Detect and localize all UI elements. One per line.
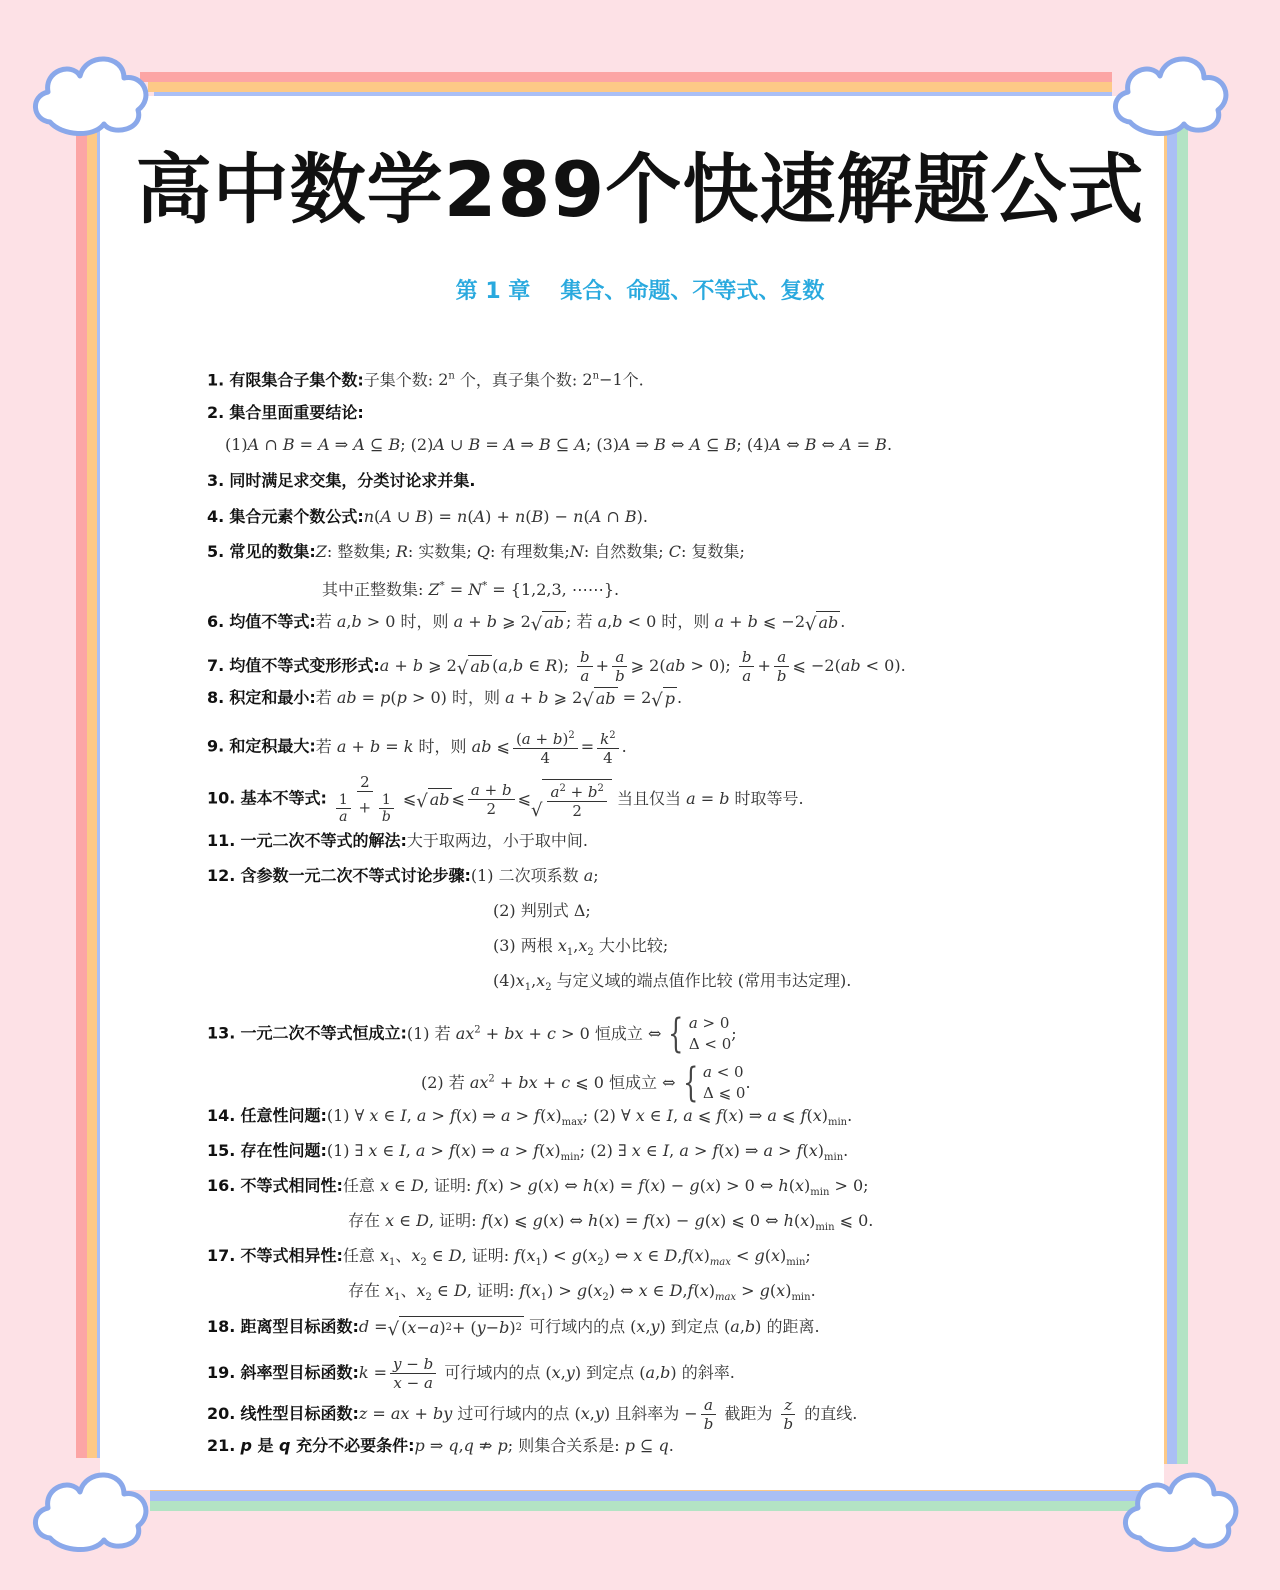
item-number: 14. (207, 1106, 236, 1125)
item-label: 均值不等式变形形式: (229, 656, 380, 675)
item-formula: z = ax + by 过可行域内的点 (x,y) 且斜率为 − $\frac{a}{b}$ 截距为 $\frac{z}{b}$ 的直线. (358, 1396, 858, 1433)
cloud-decoration-top-left (28, 40, 158, 140)
frame-stripe-red-top (140, 72, 1112, 82)
formula-item-12 (207, 865, 599, 887)
formula-continuation-line (348, 1210, 873, 1239)
fraction: $\frac{a}{b}$ (612, 648, 628, 685)
formula-continuation-line (493, 970, 851, 999)
item-label: 常见的数集: (229, 542, 316, 561)
formula-item-4 (207, 506, 648, 528)
item-label: p 是 q 充分不必要条件: (240, 1436, 415, 1455)
item-label: 存在性问题: (240, 1141, 327, 1160)
item-formula: (1) ∀ x ∈ I, a > f(x) ⇒ $a > f(x)_{max}$; (2) ∀ x ∈ I, a ⩽ f(x) ⇒ a ⩽ $f(x)_{min}$. (326, 1106, 853, 1129)
page-title: 高中数学289个快速解题公式 (135, 145, 1145, 234)
frame-stripe-red-left (76, 128, 87, 1458)
frame-stripe-orange-left (87, 128, 97, 1458)
formula-item-7 (207, 648, 906, 685)
chapter-number: 第 1 章 (455, 279, 531, 304)
item-formula: 大于取两边，小于取中间. (406, 831, 588, 850)
formula-item-10 (207, 773, 804, 825)
item-label: 同时满足求交集，分类讨论求并集. (229, 471, 476, 490)
item-label: 任意性问题: (240, 1106, 327, 1125)
fraction: $\frac{k^2}{4}$ (597, 727, 618, 767)
item-formula: $(4)x_1,x_2$ 与定义域的端点值作比较 (常用韦达定理). (493, 971, 852, 994)
item-number: 18. (207, 1317, 236, 1336)
brace-cases: { a > 0 Δ < 0 (668, 1011, 732, 1057)
item-number: 9. (207, 736, 225, 756)
chapter-heading (0, 276, 1280, 308)
item-formula: 其中正整数集: Z* = N* = {1,2,3, ⋯⋯}. (322, 580, 620, 600)
square-root: √ ab (416, 789, 450, 812)
item-label: 有限集合子集个数: (229, 370, 364, 390)
fraction: $\frac{a + b}{2}$ (468, 781, 515, 818)
formula-item-16 (207, 1175, 869, 1204)
item-formula: 2 $\frac{1}{a}$ + $\frac{1}{b}$ ⩽ √ ab ⩽ $\frac{a + b}{2}$ ⩽ √ $\frac{a^2 + b^2}{2}$ 当且仅当 a = b 时取等号. (327, 789, 804, 808)
formula-item-9 (207, 727, 627, 767)
formula-item-5 (207, 541, 745, 563)
item-number: 20. (207, 1404, 236, 1423)
item-number: 13. (207, 1023, 236, 1043)
item-label: 含参数一元二次不等式讨论步骤: (240, 866, 471, 885)
formula-item-1 (207, 366, 644, 391)
square-root: √ $\frac{a^2 + b^2}{2}$ (531, 779, 612, 820)
item-label: 积定和最小: (229, 688, 316, 707)
item-number: 12. (207, 866, 236, 885)
item-label: 均值不等式: (229, 612, 316, 631)
fraction: $\frac{a}{b}$ (701, 1396, 717, 1433)
item-label: 不等式相同性: (240, 1176, 343, 1195)
item-label: 一元二次不等式恒成立: (240, 1023, 407, 1043)
fraction: $\frac{(a + b)^2}{4}$ (513, 727, 578, 767)
item-formula: (2) 若 $ax^2$ + bx + c ⩽ 0 恒成立 ⇔ { a < 0 Δ ⩽ 0 . (421, 1060, 751, 1106)
item-formula: Z: 整数集; R: 实数集; Q: 有理数集;N: 自然数集; C: 复数集; (315, 542, 745, 561)
fraction: $\frac{b}{a}$ (577, 648, 593, 685)
formula-continuation-line (493, 900, 591, 922)
formula-item-6 (207, 611, 845, 634)
item-formula: a + b ⩾ 2 √ ab (a,b ∈ R); $\frac{b}{a}$ + $\frac{a}{b}$ ⩾ 2(ab > 0); $\frac{b}{a}$ + $\frac{a}{b}$ ⩽ −2(ab < 0). (379, 648, 906, 685)
fraction: $\frac{z}{b}$ (781, 1396, 797, 1433)
square-root: √ p (651, 689, 676, 711)
formula-item-14 (207, 1105, 852, 1134)
formula-continuation-line (421, 1062, 751, 1104)
formula-continuation-line (322, 576, 619, 601)
item-formula: 任意 x ∈ D, 证明: f(x) > g(x) ⇔ h(x) = f(x) − g(x) > 0 ⇔ $h(x)_{min} > 0$; (342, 1176, 869, 1199)
item-label: 和定积最大: (229, 736, 316, 756)
item-label: 基本不等式: (240, 788, 327, 808)
square-root: √ ab (456, 657, 491, 679)
frame-stripe-orange-top (148, 82, 1112, 92)
formula-item-2 (207, 402, 364, 424)
formula-item-13 (207, 1013, 737, 1055)
formula-item-18 (207, 1316, 820, 1339)
item-number: 6. (207, 612, 225, 631)
item-formula: (1) 若 $ax^2$ + bx + c > 0 恒成立 ⇔ { a > 0 Δ < 0 ; (406, 1011, 737, 1057)
frame-stripe-blue-right (1167, 124, 1177, 1464)
frame-stripe-green-bottom (150, 1501, 1150, 1511)
item-number: 21. (207, 1436, 236, 1455)
item-number: 17. (207, 1246, 236, 1265)
formula-item-17 (207, 1245, 811, 1274)
item-label: 斜率型目标函数: (240, 1363, 359, 1382)
item-label: 集合元素个数公式: (229, 507, 364, 526)
item-formula: n(A ∪ B) = n(A) + n(B) − n(A ∩ B). (363, 507, 648, 526)
item-number: 15. (207, 1141, 236, 1160)
item-number: 1. (207, 370, 225, 390)
fraction: $\frac{b}{a}$ (739, 648, 755, 685)
item-label: 集合里面重要结论: (229, 403, 364, 422)
item-formula: (1) 二次项系数 a; (470, 866, 599, 885)
formula-item-3 (207, 470, 475, 492)
item-number: 5. (207, 542, 225, 561)
square-root: √ ab (530, 613, 565, 635)
item-label: 不等式相异性: (240, 1246, 343, 1265)
item-formula: d = √ ( x − a ) 2 + ( y − b ) 2 可行域内的点 (x,y) 到定点 (a,b) 的距离. (358, 1317, 820, 1340)
item-number: 16. (207, 1176, 236, 1195)
formula-item-11 (207, 830, 588, 852)
item-formula: (1) ∃ x ∈ I, a > f(x) ⇒ $a > f(x)_{min}$; (2) ∃ x ∈ I, a > f(x) ⇒ $a > f(x)_{min}$. (326, 1141, 849, 1164)
item-label: 距离型目标函数: (240, 1317, 359, 1336)
formula-item-21 (207, 1435, 674, 1457)
item-number: 2. (207, 403, 225, 422)
cloud-decoration-top-right (1108, 40, 1238, 140)
formula-item-15 (207, 1140, 848, 1169)
item-number: 7. (207, 656, 225, 675)
cloud-decoration-bottom-left (28, 1456, 158, 1556)
fraction: 2 $\frac{1}{a}$ + $\frac{1}{b}$ (330, 773, 400, 825)
item-formula: (1)A ∩ B = A ⇒ A ⊆ B; (2)A ∪ B = A ⇒ B ⊆ A; (3)A ⇒ B ⇔ A ⊆ B; (4)A ⇔ B ⇔ A = B. (225, 435, 893, 454)
item-number: 3. (207, 471, 225, 490)
frame-stripe-green-right (1177, 124, 1188, 1464)
item-number: 19. (207, 1363, 236, 1382)
formula-continuation-line (348, 1280, 816, 1309)
formula-item-20 (207, 1396, 857, 1433)
item-formula: 任意 $x_1$、$x_2$ ∈ D, 证明: $f(x_1) < g(x_2)$ ⇔ x ∈ $D,f(x)_{max} < g(x)_{min}$; (342, 1246, 811, 1269)
item-number: 8. (207, 688, 225, 707)
item-formula: (3) 两根 $x_1,x_2$ 大小比较; (493, 936, 669, 959)
item-formula: 若 a + b = k 时，则 ab ⩽ $\frac{(a + b)^2}{4}$ = $\frac{k^2}{4}$ . (316, 737, 627, 756)
brace-cases: { a < 0 Δ ⩽ 0 (682, 1060, 746, 1106)
fraction: $\frac{y - b}{x - a}$ (390, 1355, 436, 1392)
square-root: √ ab (805, 613, 839, 635)
item-label: 一元二次不等式的解法: (240, 831, 407, 850)
item-label: 线性型目标函数: (240, 1404, 359, 1423)
item-formula: (2) 判别式 Δ; (493, 901, 591, 920)
item-formula: 子集个数: 2$^n$ 个，真子集个数: $2^n-1$个. (363, 370, 644, 390)
item-number: 4. (207, 507, 225, 526)
square-root: √ ab (582, 689, 616, 711)
formula-continuation-line (225, 434, 892, 456)
formula-continuation-line (493, 935, 668, 964)
formula-item-19 (207, 1355, 735, 1392)
item-formula: k = $\frac{y - b}{x - a}$ 可行域内的点 (x,y) 到定点 (a,b) 的斜率. (358, 1355, 735, 1392)
item-formula: p ⇒ q,q ⇏ p; 则集合关系是: p ⊆ q. (414, 1436, 674, 1455)
item-formula: 若 a,b > 0 时，则 a + b ⩾ 2 √ ab ; 若 a,b < 0 时，则 a + b ⩽ −2 √ ab . (315, 612, 846, 635)
item-number: 10. (207, 788, 236, 808)
item-formula: 若 ab = p(p > 0) 时，则 a + b ⩾ 2 √ ab = 2 √ p . (315, 688, 683, 711)
item-formula: 存在 $x_1$、$x_2$ ∈ D, 证明: $f(x_1) > g(x_2)$ ⇔ x ∈ $D,f(x)_{max} > g(x)_{min}$. (348, 1281, 816, 1304)
cloud-decoration-bottom-right (1118, 1456, 1248, 1556)
formula-item-8 (207, 687, 682, 710)
frame-stripe-blue-bottom (150, 1491, 1160, 1501)
chapter-name: 集合、命题、不等式、复数 (560, 279, 825, 304)
item-number: 11. (207, 831, 236, 850)
item-formula: 存在 x ∈ D, 证明: f(x) ⩽ g(x) ⇔ h(x) = f(x) − g(x) ⩽ 0 ⇔ $h(x)_{min}$ ⩽ 0. (348, 1211, 874, 1234)
fraction: $\frac{a}{b}$ (774, 648, 790, 685)
square-root: √ ( x − a ) 2 + ( y − b ) 2 (387, 1318, 522, 1340)
